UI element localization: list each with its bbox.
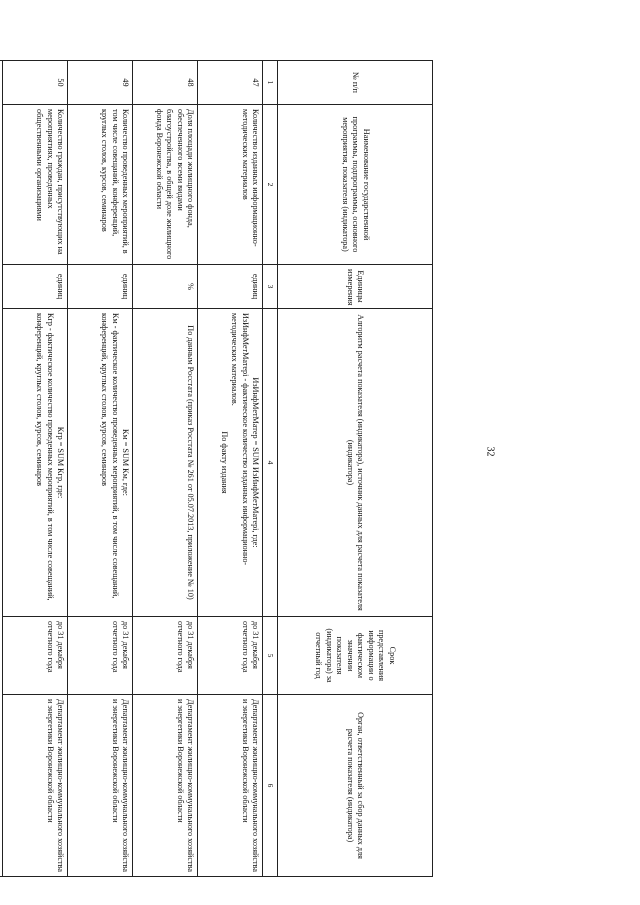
indicator-algorithm: [133, 309, 198, 617]
indicator-unit: единиц: [198, 265, 263, 309]
column-number: 4: [263, 309, 278, 617]
row-number: 47: [198, 61, 263, 105]
indicator-algorithm: [3, 309, 68, 617]
indicator-algorithm: [68, 309, 133, 617]
header-algorithm: Алгоритм расчета показателя (индикатора), источник данных для расчета показателя (индикатора): [278, 309, 433, 617]
indicator-algorithm: [198, 309, 263, 617]
indicator-organ: Департамент жилищно-коммунального хозяйства и энергетики Воронежской области: [3, 695, 68, 877]
header-deadline: Срок представления информации о фактическом значении показателя (индикатора) за отчетный год: [278, 617, 433, 695]
algorithm-text: Кгр - фактическое количество проведенных мероприятий, в том числе совещаний, конференций, круглых столов, курсов, семинаров: [35, 313, 55, 601]
indicator-unit: единиц: [68, 265, 133, 309]
row-number: 50: [3, 61, 68, 105]
table-header-row: [278, 61, 433, 877]
table-row: [133, 61, 198, 877]
indicator-name: Количество изданных информационно-методических материалов: [198, 105, 263, 265]
indicator-deadline: до 31 декабря отчетного года: [133, 617, 198, 695]
indicator-table: [0, 60, 433, 877]
header-number: № п/п: [278, 61, 433, 105]
indicator-name: Доля площади жилищного фонда, обеспеченного всеми видами благоустройства, в общей доле жилищного фонда Воронежской области: [133, 105, 198, 265]
header-name: Наименование государственной программы, подпрограммы, основного мероприятия, показателя (индикатора): [278, 105, 433, 265]
table-row: [198, 61, 263, 877]
column-number: 2: [263, 105, 278, 265]
algorithm-formula: Кгр = SUM Кгр, где:: [56, 426, 66, 499]
algorithm-text: Км - фактическое количество проведенных мероприятий, в том числе совещаний, конференций, круглых столов, курсов, семинаров: [100, 313, 120, 599]
indicator-organ: Департамент жилищно-коммунального хозяйства и энергетики Воронежской области: [68, 695, 133, 877]
subprogram-label: [0, 61, 3, 877]
column-number: 1: [263, 61, 278, 105]
indicator-deadline: до 31 декабря отчетного года: [198, 617, 263, 695]
indicator-unit: единиц: [3, 265, 68, 309]
indicator-organ: Департамент жилищно-коммунального хозяйства и энергетики Воронежской области: [198, 695, 263, 877]
table-row: [3, 61, 68, 877]
row-number: 48: [133, 61, 198, 105]
algorithm-text: По данным Росстата (приказ Росстата № 261 от 05.07.2013, приложение № 10): [186, 325, 196, 600]
page-number: 32: [484, 446, 496, 457]
column-number-row: [263, 61, 278, 877]
algorithm-formula: Км = SUM Км, где:: [121, 429, 131, 496]
indicator-deadline: до 31 декабря отчетного года: [68, 617, 133, 695]
indicator-unit: %: [133, 265, 198, 309]
column-number: 3: [263, 265, 278, 309]
table-row: [68, 61, 133, 877]
column-number: 6: [263, 695, 278, 877]
indicator-deadline: до 31 декабря отчетного года: [3, 617, 68, 695]
subprogram-row: [0, 61, 3, 877]
row-number: 49: [68, 61, 133, 105]
header-organ: Орган, ответственный за сбор данных для расчета показателя (индикатора): [278, 695, 433, 877]
header-unit: Единицы измерения: [278, 265, 433, 309]
algorithm-text: ИзИнфМетМатері - фактическое количество изданных информационно-методических материалов.: [230, 313, 250, 566]
rotated-table-container: [35, 60, 433, 876]
algorithm-formula: ИзИнфМетМатер = SUM ИзИнфМетМатері, где:: [251, 377, 261, 548]
algorithm-source: По факту издания: [219, 431, 229, 494]
indicator-name: Количество проведенных мероприятий, в том числе совещаний, конференций, круглых столов, курсов, семинаров: [68, 105, 133, 265]
column-number: 5: [263, 617, 278, 695]
indicator-organ: Департамент жилищно-коммунального хозяйства и энергетики Воронежской области: [133, 695, 198, 877]
indicator-name: Количество граждан, присутствующих на мероприятиях, проведенных общественными организациями: [3, 105, 68, 265]
